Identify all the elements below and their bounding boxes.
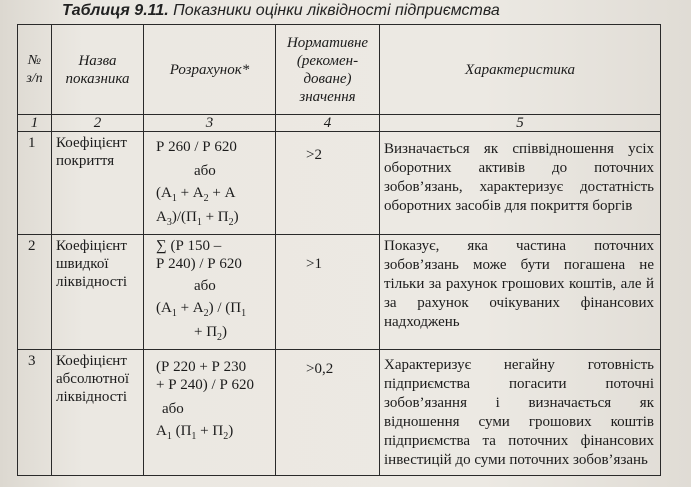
liquidity-table [17, 24, 661, 476]
table-row [18, 235, 661, 350]
formula-line: $А_3)/(П_1 + П_2)$ [156, 209, 239, 228]
formula-line: $А_1$ $(П_1 + П_2)$ [156, 423, 234, 442]
col-index: 2 [52, 115, 144, 132]
column-index-row [18, 115, 661, 132]
col-index: 1 [18, 115, 52, 132]
formula-line: (Р 220 + Р 230 [156, 359, 247, 375]
formula-line: Р 240) / Р 620 [156, 256, 242, 272]
header-calc: Розрахунок* [144, 25, 276, 115]
formula-line: + $П_2$) [194, 324, 228, 343]
indicator-name: Коефіцієнт швидкої ліквідності [52, 235, 144, 350]
header-norm: Нормативне (рекомен-доване) значення [276, 25, 380, 115]
formula-or: або [194, 278, 216, 294]
normative-value: >0,2 [276, 350, 380, 476]
formula-line: ∑ (Р 150 – [156, 238, 222, 254]
row-number: 3 [18, 350, 52, 476]
normative-value: >2 [276, 132, 380, 235]
indicator-name: Коефіцієнт абсолютної ліквідності [52, 350, 144, 476]
characteristic-text: Показує, яка частина поточних зобов’язань може бути погашена не тільки за рахунок грошових коштів, але й за рахунок очікуваних фінансових надходжень [380, 235, 661, 350]
col-index: 5 [380, 115, 661, 132]
characteristic-text: Визначається як співвідношення усіх оборотних активів до поточних зобов’язань, характеризує достатність оборотних засобів для покриття боргів [380, 132, 661, 235]
formula-or: або [162, 401, 184, 417]
header-name: Назва показника [52, 25, 144, 115]
characteristic-text: Характеризує негайну готовність підприємства погасити поточні зобов’язання і визначається як відношення суми грошових коштів підприємства та поточних фінансових інвестицій до суми поточних зобов’язань [380, 350, 661, 476]
indicator-name: Коефіцієнт покриття [52, 132, 144, 235]
row-number: 2 [18, 235, 52, 350]
calculation-formula [144, 235, 276, 350]
table-caption: Показники оцінки ліквідності підприємства [173, 2, 500, 19]
col-index: 4 [276, 115, 380, 132]
calculation-formula [144, 132, 276, 235]
formula-line: $(А_1 + А_2) / (П_1$ [156, 300, 247, 319]
table-row [18, 132, 661, 235]
row-number: 1 [18, 132, 52, 235]
header-desc: Характеристика [380, 25, 661, 115]
normative-value: >1 [276, 235, 380, 350]
table-title [62, 2, 500, 20]
header-row [18, 25, 661, 115]
formula-line: ($А_1 + А_2 + А$ [156, 185, 236, 204]
formula-or: або [194, 163, 216, 179]
table-number: Таблиця 9.11. [62, 2, 169, 19]
col-index: 3 [144, 115, 276, 132]
formula-line: + Р 240) / Р 620 [156, 377, 255, 393]
formula-line: Р 260 / Р 620 [156, 139, 237, 155]
table-row [18, 350, 661, 476]
header-num: № з/п [18, 25, 52, 115]
calculation-formula [144, 350, 276, 476]
